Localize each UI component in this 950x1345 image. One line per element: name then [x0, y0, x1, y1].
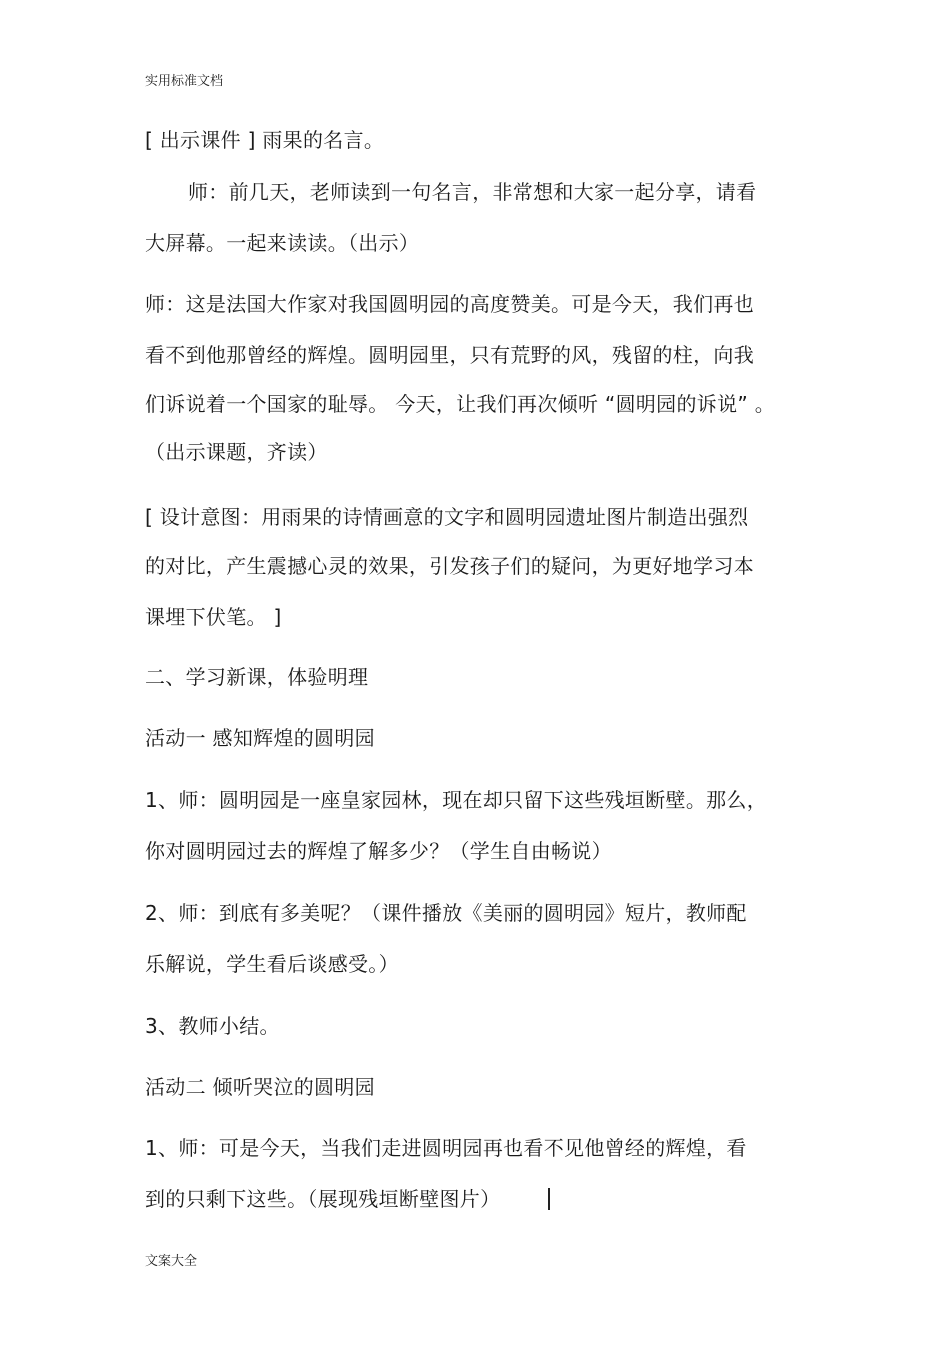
text-line: 看不到他那曾经的辉煌。圆明园里，只有荒野的风，残留的柱，向我 — [145, 343, 754, 367]
activity-heading: 活动一 感知辉煌的圆明园 — [145, 726, 375, 750]
page-footer: 文案大全 — [145, 1254, 198, 1269]
text-line: （出示课题，齐读） — [145, 440, 328, 464]
text-line: 师：这是法国大作家对我国圆明园的高度赞美。可是今天，我们再也 — [145, 292, 754, 316]
text-line: 2、师：到底有多美呢？（课件播放《美丽的圆明园》短片，教师配 — [145, 901, 747, 925]
text-line: 师：前几天，老师读到一句名言，非常想和大家一起分享，请看 — [188, 180, 757, 204]
text-line: 乐解说，学生看后谈感受。） — [145, 952, 399, 976]
text-line: [ 设计意图：用雨果的诗情画意的文字和圆明园遗址图片制造出强烈 — [145, 505, 749, 529]
text-line: 们诉说着一个国家的耻辱。 今天，让我们再次倾听 “圆明园的诉说” 。 — [145, 392, 775, 416]
text-line: 3、教师小结。 — [145, 1014, 280, 1038]
activity-heading: 活动二 倾听哭泣的圆明园 — [145, 1075, 375, 1099]
section-heading: 二、学习新课，体验明理 — [145, 665, 369, 689]
text-line: 你对圆明园过去的辉煌了解多少？（学生自由畅说） — [145, 839, 612, 863]
text-line: 的对比，产生震撼心灵的效果，引发孩子们的疑问，为更好地学习本 — [145, 554, 754, 578]
page-header: 实用标准文档 — [145, 74, 224, 89]
text-line: 到的只剩下这些。（展现残垣断壁图片） — [145, 1187, 501, 1211]
text-line: 大屏幕。一起来读读。（出示） — [145, 231, 420, 255]
text-line: [ 出示课件 ] 雨果的名言。 — [145, 128, 385, 152]
text-cursor — [548, 1188, 550, 1210]
text-line: 课埋下伏笔。 ] — [145, 605, 282, 629]
text-line: 1、师：可是今天，当我们走进圆明园再也看不见他曾经的辉煌，看 — [145, 1136, 747, 1160]
text-line: 1、师：圆明园是一座皇家园林，现在却只留下这些残垣断壁。那么， — [145, 788, 768, 812]
